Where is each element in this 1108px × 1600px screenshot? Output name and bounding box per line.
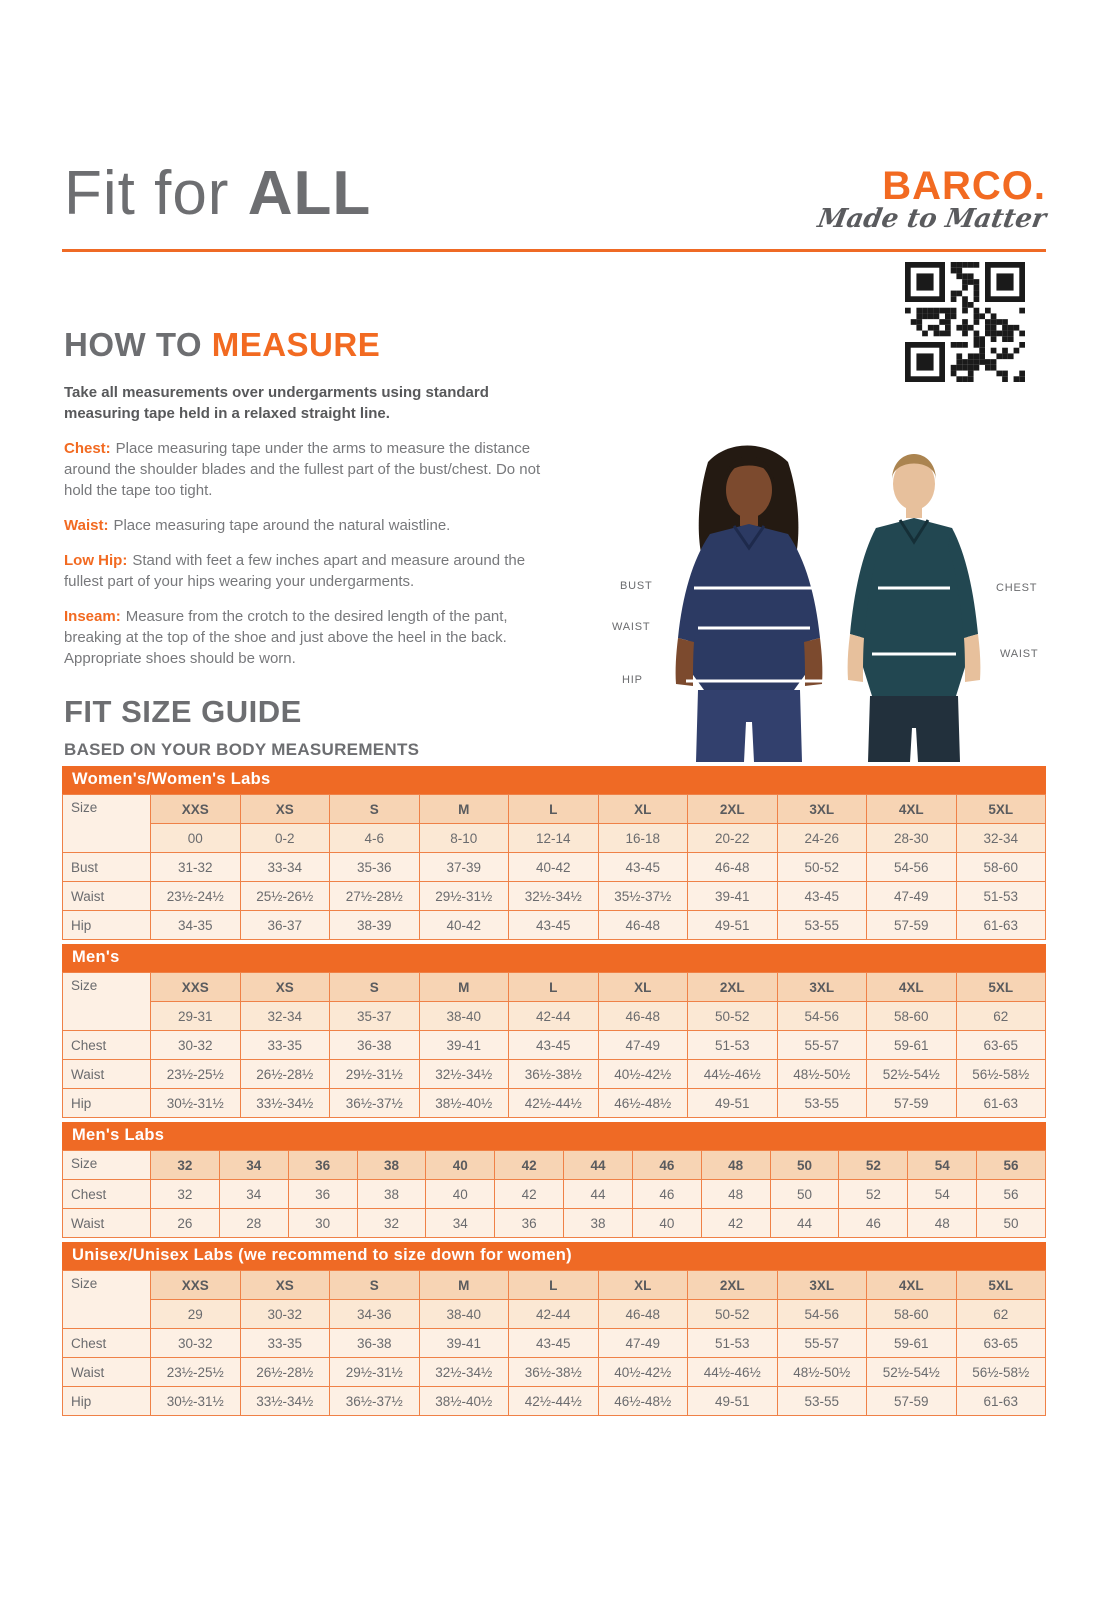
corner-label: Size (63, 1271, 151, 1329)
numeric-size-cell: 00 (151, 824, 241, 853)
value-cell: 61-63 (956, 911, 1046, 940)
value-cell: 51-53 (688, 1031, 778, 1060)
value-cell: 56½-58½ (956, 1060, 1046, 1089)
numeric-size-cell: 29-31 (151, 1002, 241, 1031)
value-cell: 33-34 (240, 853, 330, 882)
column-header: L (509, 1271, 599, 1300)
column-header: XL (598, 1271, 688, 1300)
value-cell: 32½-34½ (419, 1358, 509, 1387)
value-cell: 36-38 (330, 1031, 420, 1060)
how-to-measure-section (64, 326, 550, 669)
value-cell: 27½-28½ (330, 882, 420, 911)
value-cell: 43-45 (598, 853, 688, 882)
models-figure (612, 436, 1052, 762)
row-label: Hip (63, 1089, 151, 1118)
row-label: Chest (63, 1031, 151, 1060)
value-cell: 37-39 (419, 853, 509, 882)
column-header: 2XL (688, 795, 778, 824)
column-header: S (330, 795, 420, 824)
value-cell: 47-49 (598, 1329, 688, 1358)
value-cell: 44½-46½ (688, 1358, 778, 1387)
corner-label: Size (63, 1151, 151, 1180)
value-cell: 46 (632, 1180, 701, 1209)
row-label: Chest (63, 1329, 151, 1358)
value-cell: 59-61 (867, 1031, 957, 1060)
value-cell: 52 (839, 1180, 908, 1209)
value-cell: 61-63 (956, 1387, 1046, 1416)
column-header: 4XL (867, 795, 957, 824)
value-cell: 39-41 (419, 1031, 509, 1060)
value-cell: 39-41 (419, 1329, 509, 1358)
waist-label-right: WAIST (1000, 648, 1039, 660)
measure-item-low-hip (64, 550, 550, 592)
row-label: Hip (63, 911, 151, 940)
measure-intro: Take all measurements over undergarments using standard measuring tape held in a relaxed straight line. (64, 384, 489, 422)
value-cell: 63-65 (956, 1031, 1046, 1060)
column-header: 54 (908, 1151, 977, 1180)
numeric-size-cell: 24-26 (777, 824, 867, 853)
table-row (63, 1180, 1046, 1209)
value-cell: 43-45 (509, 1329, 599, 1358)
column-header: 34 (219, 1151, 288, 1180)
measure-item-label: Chest: (64, 440, 111, 457)
value-cell: 57-59 (867, 1089, 957, 1118)
numeric-size-cell: 32-34 (956, 824, 1046, 853)
numeric-size-cell: 35-37 (330, 1002, 420, 1031)
numeric-size-cell: 0-2 (240, 824, 330, 853)
table-row (63, 1031, 1046, 1060)
column-header: L (509, 973, 599, 1002)
value-cell: 38 (357, 1180, 426, 1209)
column-header: 3XL (777, 795, 867, 824)
value-cell: 23½-25½ (151, 1358, 241, 1387)
value-cell: 59-61 (867, 1329, 957, 1358)
column-header: XL (598, 795, 688, 824)
numeric-size-cell: 62 (956, 1002, 1046, 1031)
qr-code-icon (905, 262, 1025, 382)
woman-model (676, 446, 824, 763)
value-cell: 40-42 (419, 911, 509, 940)
value-cell: 49-51 (688, 911, 778, 940)
numeric-size-cell: 38-40 (419, 1002, 509, 1031)
column-header: 56 (977, 1151, 1046, 1180)
brand-logo: BARCO. (882, 164, 1046, 208)
value-cell: 49-51 (688, 1089, 778, 1118)
value-cell: 36 (288, 1180, 357, 1209)
corner-label: Size (63, 973, 151, 1031)
numeric-size-cell: 4-6 (330, 824, 420, 853)
value-cell: 26 (151, 1209, 220, 1238)
value-cell: 46-48 (598, 911, 688, 940)
value-cell: 33½-34½ (240, 1089, 330, 1118)
bust-label: BUST (620, 580, 653, 592)
numeric-size-cell: 50-52 (688, 1002, 778, 1031)
column-header: 3XL (777, 1271, 867, 1300)
table-row (63, 911, 1046, 940)
value-cell: 39-41 (688, 882, 778, 911)
column-header: 52 (839, 1151, 908, 1180)
numeric-size-cell: 16-18 (598, 824, 688, 853)
value-cell: 28 (219, 1209, 288, 1238)
value-cell: 29½-31½ (419, 882, 509, 911)
column-header: 32 (151, 1151, 220, 1180)
table-banner: Men's Labs (62, 1122, 1046, 1150)
numeric-size-cell: 54-56 (777, 1002, 867, 1031)
table-row (63, 853, 1046, 882)
column-header: 38 (357, 1151, 426, 1180)
column-header: XXS (151, 1271, 241, 1300)
value-cell: 43-45 (509, 911, 599, 940)
column-header: M (419, 1271, 509, 1300)
numeric-size-cell: 42-44 (509, 1002, 599, 1031)
value-cell: 49-51 (688, 1387, 778, 1416)
column-header: 44 (564, 1151, 633, 1180)
value-cell: 40½-42½ (598, 1358, 688, 1387)
column-header: S (330, 973, 420, 1002)
value-cell: 40 (426, 1180, 495, 1209)
measure-item-label: Low Hip: (64, 552, 128, 569)
value-cell: 51-53 (688, 1329, 778, 1358)
numeric-size-cell: 30-32 (240, 1300, 330, 1329)
size-table (62, 972, 1046, 1118)
measure-item-waist (64, 515, 550, 536)
value-cell: 50 (770, 1180, 839, 1209)
corner-label: Size (63, 795, 151, 853)
table-banner: Unisex/Unisex Labs (we recommend to size down for women) (62, 1242, 1046, 1270)
numeric-size-cell: 58-60 (867, 1002, 957, 1031)
measure-item-chest (64, 438, 550, 501)
numeric-size-cell: 29 (151, 1300, 241, 1329)
value-cell: 33½-34½ (240, 1387, 330, 1416)
column-header: 46 (632, 1151, 701, 1180)
value-cell: 36 (495, 1209, 564, 1238)
value-cell: 34 (426, 1209, 495, 1238)
column-header: M (419, 973, 509, 1002)
measure-item-label: Waist: (64, 517, 109, 534)
value-cell: 46 (839, 1209, 908, 1238)
column-header: XXS (151, 973, 241, 1002)
numeric-size-cell: 8-10 (419, 824, 509, 853)
size-table-section (62, 1242, 1046, 1416)
how-to-measure-heading (64, 326, 550, 364)
column-header: 42 (495, 1151, 564, 1180)
column-header: 2XL (688, 973, 778, 1002)
brand-block (815, 164, 1049, 234)
value-cell: 36½-38½ (509, 1060, 599, 1089)
row-label: Chest (63, 1180, 151, 1209)
man-model (848, 454, 981, 762)
hip-label: HIP (622, 674, 643, 686)
value-cell: 35-36 (330, 853, 420, 882)
measure-item-text: Place measuring tape around the natural waistline. (113, 517, 451, 534)
header-divider (62, 249, 1046, 252)
size-table (62, 1270, 1046, 1416)
value-cell: 44 (770, 1209, 839, 1238)
chest-label: CHEST (996, 582, 1038, 594)
numeric-size-cell: 62 (956, 1300, 1046, 1329)
page-title (64, 158, 371, 229)
waist-label-left: WAIST (612, 621, 651, 633)
value-cell: 52½-54½ (867, 1358, 957, 1387)
value-cell: 52½-54½ (867, 1060, 957, 1089)
column-header: 50 (770, 1151, 839, 1180)
value-cell: 40 (632, 1209, 701, 1238)
value-cell: 55-57 (777, 1329, 867, 1358)
value-cell: 36½-38½ (509, 1358, 599, 1387)
column-header: 48 (701, 1151, 770, 1180)
value-cell: 46½-48½ (598, 1089, 688, 1118)
measure-item-text: Measure from the crotch to the desired length of the pant, breaking at the top of the shoe and just above the heel in the back. Appropriate shoes should be worn. (64, 608, 508, 667)
value-cell: 23½-24½ (151, 882, 241, 911)
value-cell: 33-35 (240, 1329, 330, 1358)
value-cell: 42 (495, 1180, 564, 1209)
value-cell: 38 (564, 1209, 633, 1238)
value-cell: 25½-26½ (240, 882, 330, 911)
size-table-section (62, 766, 1046, 940)
size-table (62, 1150, 1046, 1238)
value-cell: 47-49 (598, 1031, 688, 1060)
value-cell: 32½-34½ (509, 882, 599, 911)
size-table-section (62, 1122, 1046, 1238)
column-header: 4XL (867, 973, 957, 1002)
column-header: 40 (426, 1151, 495, 1180)
numeric-size-cell: 42-44 (509, 1300, 599, 1329)
value-cell: 51-53 (956, 882, 1046, 911)
row-label: Waist (63, 1060, 151, 1089)
row-label: Waist (63, 1358, 151, 1387)
numeric-size-cell: 34-36 (330, 1300, 420, 1329)
value-cell: 57-59 (867, 1387, 957, 1416)
table-row (63, 882, 1046, 911)
value-cell: 38½-40½ (419, 1387, 509, 1416)
column-header: 3XL (777, 973, 867, 1002)
column-header: 5XL (956, 795, 1046, 824)
fit-size-guide-title: FIT SIZE GUIDE (64, 694, 302, 729)
column-header: XS (240, 795, 330, 824)
value-cell: 48½-50½ (777, 1060, 867, 1089)
column-header: L (509, 795, 599, 824)
measure-item-label: Inseam: (64, 608, 121, 625)
value-cell: 34-35 (151, 911, 241, 940)
value-cell: 50-52 (777, 853, 867, 882)
value-cell: 38-39 (330, 911, 420, 940)
value-cell: 30½-31½ (151, 1387, 241, 1416)
table-banner: Women's/Women's Labs (62, 766, 1046, 794)
measure-item-inseam (64, 606, 550, 669)
value-cell: 40-42 (509, 853, 599, 882)
value-cell: 32 (151, 1180, 220, 1209)
value-cell: 30-32 (151, 1031, 241, 1060)
column-header: 36 (288, 1151, 357, 1180)
heading-gray: HOW TO (64, 326, 212, 363)
value-cell: 44½-46½ (688, 1060, 778, 1089)
heading-orange: MEASURE (211, 326, 381, 363)
value-cell: 38½-40½ (419, 1089, 509, 1118)
value-cell: 33-35 (240, 1031, 330, 1060)
column-header: 4XL (867, 1271, 957, 1300)
value-cell: 26½-28½ (240, 1358, 330, 1387)
value-cell: 58-60 (956, 853, 1046, 882)
value-cell: 53-55 (777, 1089, 867, 1118)
size-tables (62, 766, 1046, 1420)
measure-item-text: Stand with feet a few inches apart and measure around the fullest part of your hips wearing your undergarments. (64, 552, 526, 590)
table-row (63, 1060, 1046, 1089)
value-cell: 48 (908, 1209, 977, 1238)
value-cell: 47-49 (867, 882, 957, 911)
value-cell: 29½-31½ (330, 1060, 420, 1089)
value-cell: 53-55 (777, 911, 867, 940)
numeric-size-cell: 46-48 (598, 1002, 688, 1031)
column-header: XL (598, 973, 688, 1002)
numeric-size-cell: 38-40 (419, 1300, 509, 1329)
numeric-size-cell: 50-52 (688, 1300, 778, 1329)
value-cell: 56 (977, 1180, 1046, 1209)
column-header: 2XL (688, 1271, 778, 1300)
column-header: XXS (151, 795, 241, 824)
value-cell: 30 (288, 1209, 357, 1238)
table-row (63, 1387, 1046, 1416)
value-cell: 26½-28½ (240, 1060, 330, 1089)
measure-item-text: Place measuring tape under the arms to measure the distance around the shoulder blades and the fullest part of the bust/chest. Do not hold the tape too tight. (64, 440, 541, 499)
row-label: Bust (63, 853, 151, 882)
value-cell: 43-45 (509, 1031, 599, 1060)
column-header: S (330, 1271, 420, 1300)
fit-size-guide-subtitle: BASED ON YOUR BODY MEASUREMENTS (64, 740, 420, 759)
table-row (63, 1358, 1046, 1387)
value-cell: 23½-25½ (151, 1060, 241, 1089)
table-row (63, 1089, 1046, 1118)
value-cell: 36-37 (240, 911, 330, 940)
value-cell: 32½-34½ (419, 1060, 509, 1089)
value-cell: 36½-37½ (330, 1387, 420, 1416)
value-cell: 31-32 (151, 853, 241, 882)
value-cell: 40½-42½ (598, 1060, 688, 1089)
value-cell: 48 (701, 1180, 770, 1209)
brand-tagline: Made to Matter (815, 204, 1049, 234)
numeric-size-cell: 32-34 (240, 1002, 330, 1031)
column-header: 5XL (956, 973, 1046, 1002)
value-cell: 50 (977, 1209, 1046, 1238)
value-cell: 29½-31½ (330, 1358, 420, 1387)
models-illustration (612, 436, 1052, 762)
value-cell: 32 (357, 1209, 426, 1238)
size-table (62, 794, 1046, 940)
column-header: 5XL (956, 1271, 1046, 1300)
value-cell: 36½-37½ (330, 1089, 420, 1118)
row-label: Hip (63, 1387, 151, 1416)
value-cell: 53-55 (777, 1387, 867, 1416)
table-row (63, 1209, 1046, 1238)
page-title-bold: ALL (247, 159, 372, 228)
value-cell: 46½-48½ (598, 1387, 688, 1416)
value-cell: 42 (701, 1209, 770, 1238)
value-cell: 35½-37½ (598, 882, 688, 911)
value-cell: 63-65 (956, 1329, 1046, 1358)
row-label: Waist (63, 1209, 151, 1238)
value-cell: 55-57 (777, 1031, 867, 1060)
value-cell: 44 (564, 1180, 633, 1209)
column-header: XS (240, 973, 330, 1002)
value-cell: 42½-44½ (509, 1089, 599, 1118)
numeric-size-cell: 46-48 (598, 1300, 688, 1329)
value-cell: 34 (219, 1180, 288, 1209)
column-header: M (419, 795, 509, 824)
value-cell: 30-32 (151, 1329, 241, 1358)
numeric-size-cell: 54-56 (777, 1300, 867, 1329)
value-cell: 36-38 (330, 1329, 420, 1358)
value-cell: 43-45 (777, 882, 867, 911)
size-table-section (62, 944, 1046, 1118)
value-cell: 46-48 (688, 853, 778, 882)
value-cell: 48½-50½ (777, 1358, 867, 1387)
value-cell: 54 (908, 1180, 977, 1209)
table-banner: Men's (62, 944, 1046, 972)
value-cell: 57-59 (867, 911, 957, 940)
value-cell: 42½-44½ (509, 1387, 599, 1416)
table-row (63, 1329, 1046, 1358)
page-title-regular: Fit for (64, 159, 248, 228)
value-cell: 54-56 (867, 853, 957, 882)
numeric-size-cell: 58-60 (867, 1300, 957, 1329)
numeric-size-cell: 12-14 (509, 824, 599, 853)
value-cell: 30½-31½ (151, 1089, 241, 1118)
column-header: XS (240, 1271, 330, 1300)
value-cell: 61-63 (956, 1089, 1046, 1118)
row-label: Waist (63, 882, 151, 911)
numeric-size-cell: 20-22 (688, 824, 778, 853)
value-cell: 56½-58½ (956, 1358, 1046, 1387)
numeric-size-cell: 28-30 (867, 824, 957, 853)
